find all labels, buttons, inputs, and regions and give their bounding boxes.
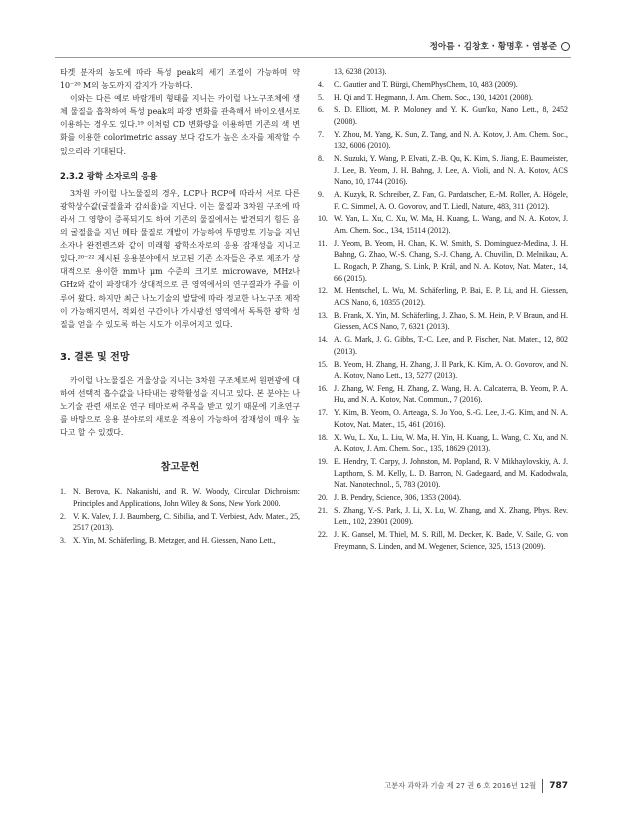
reference-number: 9. <box>318 190 324 200</box>
reference-text: M. Hentschel, L. Wu, M. Schäferling, P. Bai, E. P. Li, and H. Giessen, ACS Nano, 6, 10355 (2012). <box>334 286 568 307</box>
reference-item <box>318 285 568 308</box>
reference-number: 16. <box>318 383 328 393</box>
reference-text: W. Yan, L. Xu, C. Xu, W. Ma, H. Kuang, L. Wang, and N. A. Kotov, J. Am. Chem. Soc., 134, 15114 (2012). <box>334 214 568 236</box>
reference-text: X. Yin, M. Schäferling, B. Metzger, and H. Giessen, Nano Lett., <box>73 536 276 546</box>
running-header <box>430 40 570 52</box>
reference-number: 3. <box>60 536 66 546</box>
page-number: 787 <box>549 781 568 791</box>
reference-list-left <box>60 486 300 546</box>
reference-item <box>318 359 568 382</box>
reference-text: Y. Zhou, M. Yang, K. Sun, Z. Tang, and N. A. Kotov, J. Am. Chem. Soc., 132, 6006 (2010). <box>334 129 568 151</box>
reference-text: E. Hendry, T. Carpy, J. Johnston, M. Popland, R. V Mikhaylovskiy, A. J. Lapthorn, S. M. Kelly, L. D. Barron, N. Gadegaard, and M. Kadodwala, Nat. Nanotechnol., 5, 783 (2010). <box>334 457 568 490</box>
reference-item <box>318 334 568 357</box>
reference-item <box>318 189 568 212</box>
reference-number: 17. <box>318 408 328 418</box>
reference-text: B. Yeom, H. Zhang, H. Zhang, J. Il Park, K. Kim, A. O. Govorov, and N. A. Kotov, Nano Lett., 13, 5277 (2013). <box>334 359 568 381</box>
reference-text: J. Yeom, B. Yeom, H. Chan, K. W. Smith, S. Dominguez-Medina, J. H. Bahng, G. Zhao, W.-S. Chang, S.-J. Chang, A. Chuvilin, D. Melnikau, A. L. Rogach, P. Zhang, S. Link, P. Král, and N. A. Kotov, Nat. Mater., 14, 66 (2015). <box>334 238 568 283</box>
right-column <box>318 66 568 554</box>
reference-item <box>318 456 568 491</box>
reference-number: 7. <box>318 129 324 139</box>
reference-number: 2. <box>60 511 66 521</box>
reference-number: 22. <box>318 530 328 540</box>
circle-bullet-icon <box>561 42 570 51</box>
reference-number: 5. <box>318 92 324 102</box>
reference-item <box>318 505 568 528</box>
reference-text: V. K. Valev, J. J. Baumberg, C. Sibilia, and T. Verbiest, Adv. Mater., 25, 2517 (2013). <box>73 511 300 533</box>
journal-info: 고분자 과학과 기술 제 27 권 6 호 2016년 12월 <box>384 781 537 790</box>
reference-item <box>318 238 568 284</box>
section-heading-3: 3. 결론 및 전망 <box>60 351 130 363</box>
reference-item <box>318 79 568 91</box>
reference-number: 12. <box>318 286 328 296</box>
reference-item <box>60 535 300 547</box>
reference-item <box>318 213 568 236</box>
reference-list-right <box>318 66 568 552</box>
header-divider <box>55 57 571 58</box>
reference-item <box>318 529 568 552</box>
left-column <box>60 66 300 548</box>
reference-item <box>318 153 568 188</box>
reference-item <box>318 492 568 504</box>
reference-number: 14. <box>318 335 328 345</box>
header-authors: 정아름 · 김창호 · 황명후 · 염봉준 <box>429 42 557 52</box>
reference-number: 19. <box>318 457 328 466</box>
references-title: 참고문헌 <box>160 462 200 474</box>
section-heading-2-3-2: 2.3.2 광학 소자로의 응용 <box>60 170 158 181</box>
reference-number: 15. <box>318 359 328 369</box>
reference-number: 11. <box>318 238 328 248</box>
reference-text: B. Frank, X. Yin, M. Schäferling, J. Zhao, S. M. Hein, P. V Braun, and H. Giessen, ACS Nano, 7, 6321 (2013). <box>334 310 568 332</box>
reference-item <box>318 66 568 78</box>
body-paragraph-1: 타겟 분자의 농도에 따라 특성 peak의 세기 조절이 가능하며 약 10⁻²⁰ M의 농도까지 감지가 가능하다. <box>60 68 300 91</box>
page-footer <box>384 779 568 793</box>
reference-item <box>318 92 568 104</box>
reference-item <box>318 407 568 430</box>
reference-item <box>318 383 568 406</box>
reference-item <box>318 129 568 152</box>
reference-number: 20. <box>318 492 328 502</box>
reference-text: C. Gautier and T. Bürgi, ChemPhysChem, 10, 483 (2009). <box>334 79 518 89</box>
reference-text: A. Kuzyk, R. Schreiber, Z. Fan, G. Pardatscher, E.-M. Roller, A. Högele, F. C. Simmel, A. O. Govorov, and T. Liedl, Nature, 483, 311 (2012). <box>334 190 568 211</box>
reference-text: N. Berova, K. Nakanishi, and R. W. Woody, Circular Dichroism: Principles and Applications, John Wiley & Sons, New York 2000. <box>73 487 300 509</box>
reference-item <box>318 432 568 455</box>
reference-item <box>60 511 300 534</box>
reference-number: 8. <box>318 154 324 164</box>
reference-item <box>318 104 568 127</box>
reference-text: J. Zhang, W. Feng, H. Zhang, Z. Wang, H. A. Calcaterra, B. Yeom, P. A. Hu, and N. A. Kotov, Nat. Commun., 7 (2016). <box>334 383 568 405</box>
body-paragraph-3: 3차원 카이럴 나노물질의 경우, LCP나 RCP에 따라서 서로 다른 광학상수값(굴절율과 감쇠율)을 지닌다. 이는 물질과 3차원 구조에 따라서 그 영향이 증폭되기도 하여 기존의 물질에서는 발견되기 힘든 음의 굴절율을 지닌 메타 물질로 개발이 가능하여 투명망토 기능을 지닌 소자나 완전렌즈와 같이 미래형 광학소자로의 응용 잠재성을 지니고 있다.²⁰⁻²² 제시된 응용분야에서 보고된 기존 소자들은 주로 제조가 상대적으로 용이한 mm나 μm 수준의 크기로 microwave, MHz나 GHz와 같이 파장대가 상대적으로 큰 영역에서의 연구결과가 주를 이루어 왔다. 하지만 최근 나노기술의 발달에 따라 정교한 나노구조 제작이 가능해지면서, 적외선 구간이나 가시광선 영역에서 독특한 광학 성질을 얻을 수 있도록 하는 시도가 이루어지고 있다. <box>60 188 300 329</box>
reference-number: 13. <box>318 310 328 320</box>
reference-text: H. Qi and T. Hegmann, J. Am. Chem. Soc., 130, 14201 (2008). <box>334 92 533 102</box>
reference-number: 1. <box>60 487 66 497</box>
reference-text: J. B. Pendry, Science, 306, 1353 (2004). <box>334 492 462 502</box>
reference-item <box>318 310 568 333</box>
reference-number: 4. <box>318 79 324 89</box>
reference-text: A. G. Mark, J. G. Gibbs, T.-C. Lee, and P. Fischer, Nat. Mater., 12, 802 (2013). <box>334 335 568 356</box>
reference-text: S. D. Elliott, M. P. Moloney and Y. K. Gun'ko, Nano Lett., 8, 2452 (2008). <box>334 105 568 126</box>
footer-divider <box>542 779 543 793</box>
reference-text: S. Zhang, Y.-S. Park, J. Li, X. Lu, W. Zhang, and X. Zhang, Phys. Rev. Lett., 102, 23901 (2009). <box>334 505 568 527</box>
body-paragraph-2: 이와는 다른 예로 바람개비 형태를 지니는 카이럴 나노구조체에 생체 물질을 흡착하여 특성 peak의 파장 변화를 관측해서 바이오센서로 이용하는 경우도 있다.¹⁹ 이처럼 CD 변화량을 이용하면 기존의 색 변화를 이용한 colorimetric assay 보다 감도가 높은 소자를 제작할 수 있으리라 기대된다. <box>60 94 300 156</box>
reference-text: X. Wu, L. Xu, L. Liu, W. Ma, H. Yin, H. Kuang, L. Wang, C. Xu, and N. A. Kotov, J. Am. Chem. Soc., 135, 18629 (2013). <box>334 432 568 454</box>
reference-text: 13, 6238 (2013). <box>334 67 387 76</box>
body-paragraph-4: 카이럴 나노물질은 거울상을 지니는 3차원 구조체로써 원편광에 대하여 선택적 흡수값을 나타내는 광학활성을 지니고 있다. 본 분야는 나노기술 관련 새로운 연구 테마로써 주목을 받고 있기 때문에 기초연구를 바탕으로 응용 분야로의 새로운 적용이 가능하여 잠재성이 매우 높다고 할 수 있겠다. <box>60 375 300 438</box>
reference-text: Y. Kim, B. Yeom, O. Arteaga, S. Jo Yoo, S.-G. Lee, J.-G. Kim, and N. A. Kotov, Nat. Mater., 15, 461 (2016). <box>334 408 568 429</box>
reference-number: 21. <box>318 505 328 515</box>
reference-number: 18. <box>318 432 328 442</box>
reference-text: N. Suzuki, Y. Wang, P. Elvati, Z.-B. Qu, K. Kim, S. Jiang, E. Baumeister, J. Lee, B. Yeom, J. H. Bahng, J. Lee, A. Violi, and N. A. Kotov, ACS Nano, 10, 1744 (2016). <box>334 154 568 187</box>
reference-number: 6. <box>318 105 324 115</box>
reference-number: 10. <box>318 214 328 224</box>
reference-item <box>60 486 300 509</box>
reference-text: J. K. Gansel, M. Thiel, M. S. Rill, M. Decker, K. Bade, V. Saile, G. von Freymann, S. Linden, and M. Wegener, Science, 325, 1513 (2009). <box>334 530 568 551</box>
